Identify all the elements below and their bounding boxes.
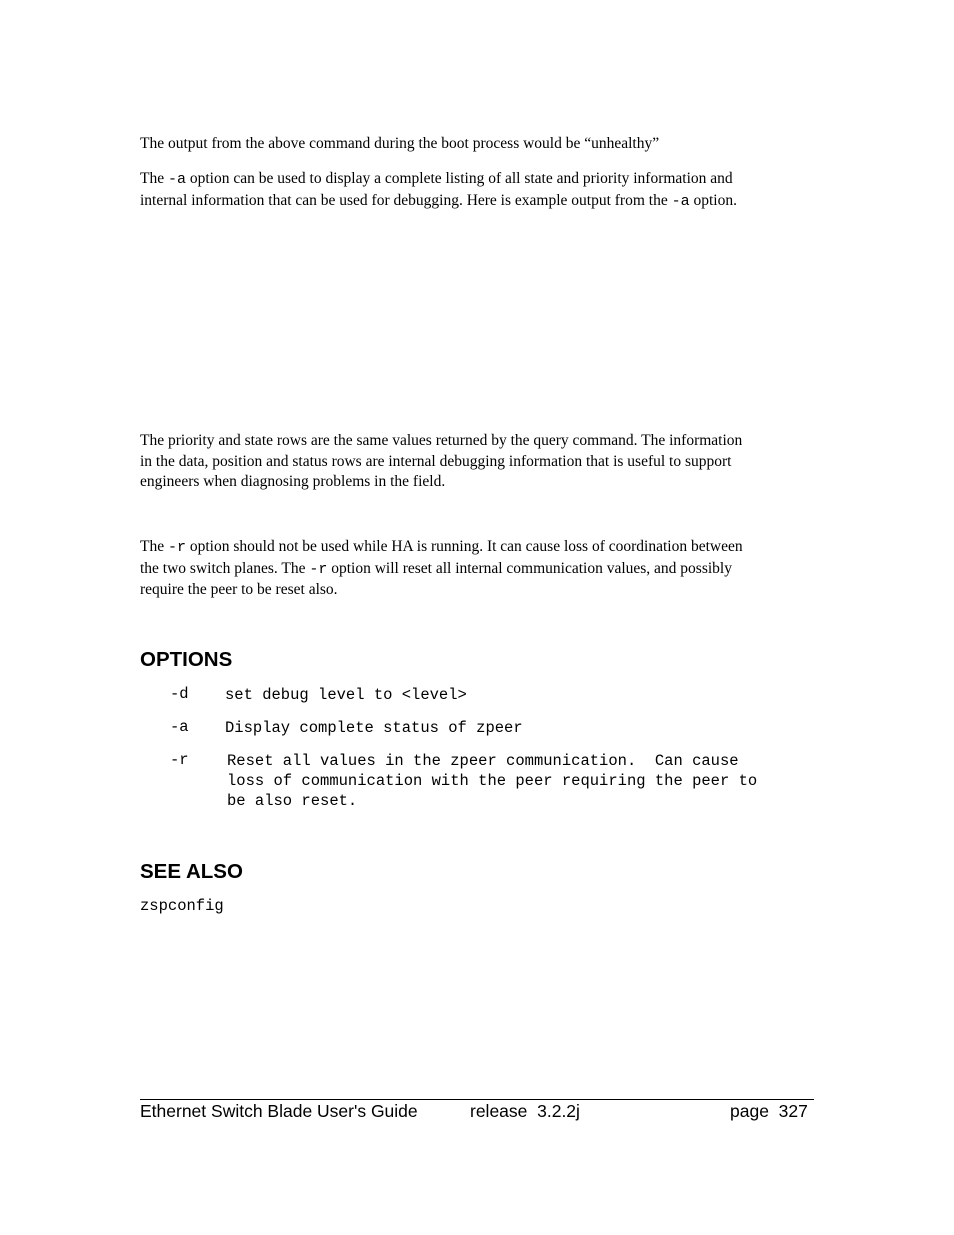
text-line: The priority and state rows are the same values returned by the query command. The information	[140, 432, 743, 449]
footer-page-number: page 327	[730, 1101, 808, 1121]
text: option should not be used while HA is running. It can cause loss of coordination between	[186, 538, 743, 555]
paragraph-priority	[140, 431, 742, 493]
paragraph-unhealthy: The output from the above command during the boot process would be “unhealthy”	[140, 135, 660, 152]
option-flag: -a	[170, 718, 189, 736]
inline-code: -a	[167, 171, 186, 188]
inline-code: -r	[309, 560, 328, 578]
option-description: Reset all values in the zpeer communication. Can cause loss of communication with the peer requiring the peer to be also reset.	[227, 752, 758, 810]
paragraph-a-option	[140, 169, 737, 212]
option-flag: -d	[170, 685, 189, 703]
text: the two switch planes. The	[140, 559, 310, 577]
text: The	[140, 170, 168, 187]
text: The	[140, 538, 168, 555]
text: option will reset all internal communication values, and possibly	[327, 559, 732, 577]
inline-code: -r	[167, 539, 186, 556]
inline-code: -a	[671, 192, 690, 210]
footer-title: Ethernet Switch Blade User's Guide	[140, 1101, 418, 1121]
option-flag: -r	[170, 751, 189, 769]
text: option.	[689, 191, 737, 209]
footer-rule	[140, 1099, 814, 1100]
text: option can be used to display a complete listing of all state and priority information and	[186, 170, 733, 187]
text-line: engineers when diagnosing problems in the field.	[140, 473, 446, 490]
text-line: in the data, position and status rows are internal debugging information that is useful to support	[140, 452, 732, 470]
see-also-reference: zspconfig	[140, 897, 224, 915]
option-description: Display complete status of zpeer	[225, 719, 523, 737]
see-also-heading: SEE ALSO	[140, 860, 243, 883]
text-line: require the peer to be reset also.	[140, 581, 338, 598]
option-description: set debug level to <level>	[225, 686, 467, 704]
options-heading: OPTIONS	[140, 648, 233, 671]
text: internal information that can be used for debugging. Here is example output from the	[140, 191, 672, 209]
footer-release: release 3.2.2j	[470, 1101, 580, 1121]
paragraph-r-option	[140, 537, 743, 601]
